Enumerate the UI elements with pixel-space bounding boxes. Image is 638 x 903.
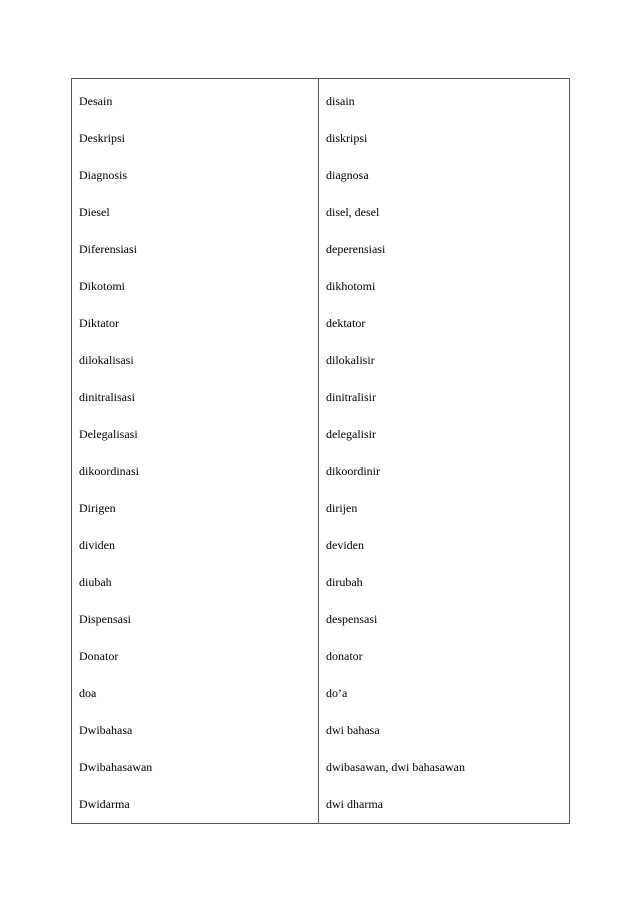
standard-word: Dwidarma (79, 797, 130, 811)
standard-word: Diagnosis (79, 168, 127, 182)
standard-word: Dispensasi (79, 612, 131, 626)
nonstandard-word: disel, desel (326, 205, 380, 219)
standard-word: Donator (79, 649, 119, 663)
nonstandard-word: dikoordinir (326, 464, 380, 478)
standard-word: Dirigen (79, 501, 116, 515)
nonstandard-word: dwi dharma (326, 797, 383, 811)
nonstandard-words-list (319, 79, 569, 823)
nonstandard-word: dirijen (326, 501, 358, 515)
nonstandard-word: diagnosa (326, 168, 369, 182)
standard-word: Diktator (79, 316, 119, 330)
nonstandard-word: dilokalisir (326, 353, 375, 367)
nonstandard-word: delegalisir (326, 427, 376, 441)
word-table (71, 78, 570, 824)
standard-word: dikoordinasi (79, 464, 139, 478)
word-table-body (72, 79, 570, 824)
nonstandard-word: dinitralisir (326, 390, 376, 404)
standard-word: Dwibahasa (79, 723, 133, 737)
table-row (72, 79, 570, 824)
nonstandard-word-column (319, 79, 570, 824)
nonstandard-word: dektator (326, 316, 366, 330)
standard-word: Diferensiasi (79, 242, 137, 256)
standard-word: Delegalisasi (79, 427, 138, 441)
nonstandard-word: donator (326, 649, 363, 663)
standard-word: diubah (79, 575, 112, 589)
nonstandard-word: despensasi (326, 612, 378, 626)
nonstandard-word: disain (326, 94, 355, 108)
nonstandard-word: dwi bahasa (326, 723, 380, 737)
standard-word: Dikotomi (79, 279, 126, 293)
standard-word: dividen (79, 538, 115, 552)
nonstandard-word: dikhotomi (326, 279, 376, 293)
nonstandard-word: deviden (326, 538, 364, 552)
standard-word: dinitralisasi (79, 390, 135, 404)
standard-word: doa (79, 686, 97, 700)
nonstandard-word: deperensiasi (326, 242, 386, 256)
standard-word: Dwibahasawan (79, 760, 153, 774)
standard-word: Diesel (79, 205, 110, 219)
nonstandard-word: diskripsi (326, 131, 368, 145)
standard-word: Desain (79, 94, 113, 108)
nonstandard-word: dirubah (326, 575, 363, 589)
standard-word: dilokalisasi (79, 353, 134, 367)
standard-word: Deskripsi (79, 131, 125, 145)
nonstandard-word: do’a (326, 686, 348, 700)
standard-word-column (72, 79, 319, 824)
nonstandard-word: dwibasawan, dwi bahasawan (326, 760, 465, 774)
standard-words-list (72, 79, 318, 823)
